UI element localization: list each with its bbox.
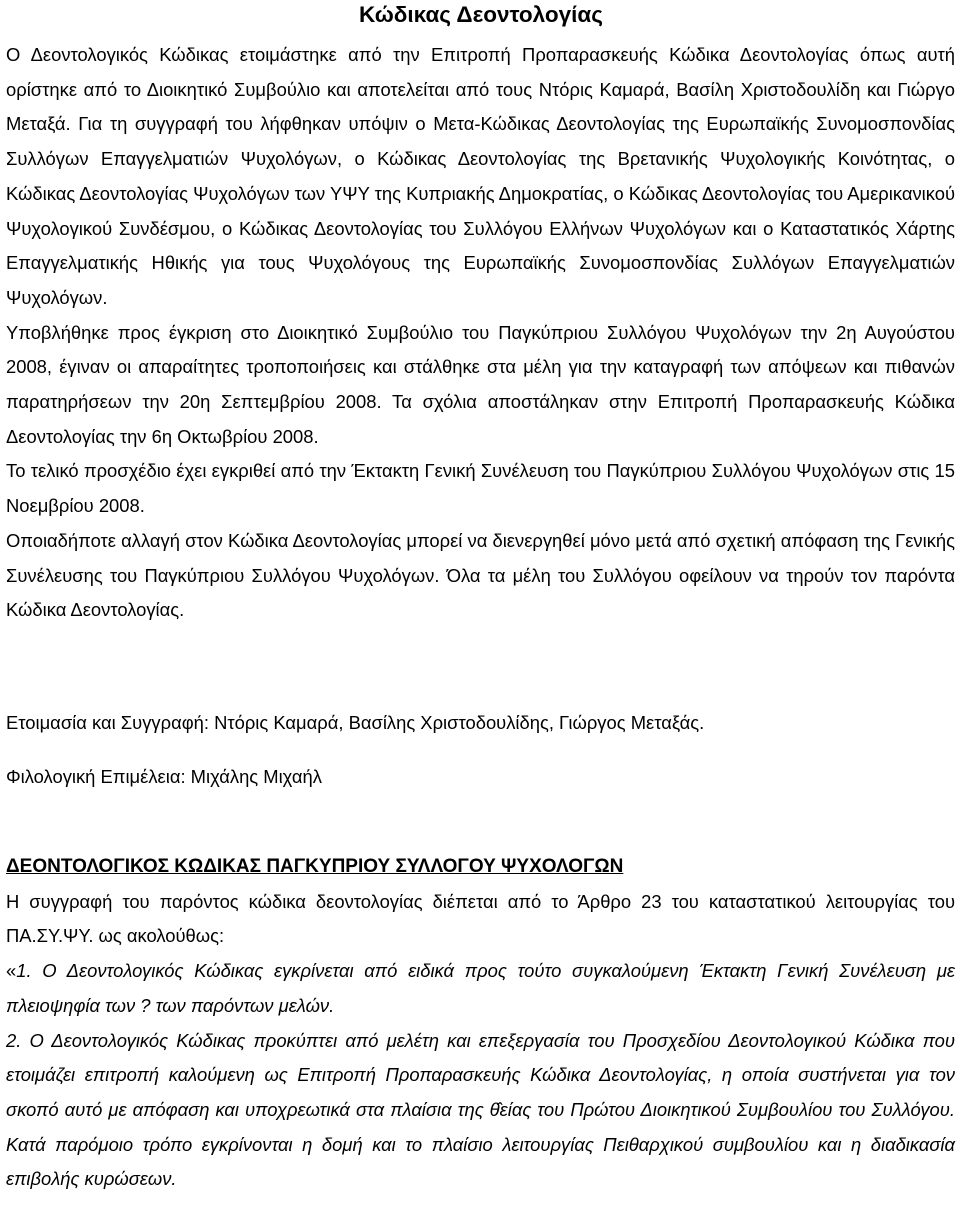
- approval-paragraph: Υποβλήθηκε προς έγκριση στο Διοικητικό Συμβούλιο του Παγκύπριου Συλλόγου Ψυχολόγων την 2η Αυγούστου 2008, έγιναν οι απαραίτητες τροποποιήσεις και στάλθηκε στα μέλη για την καταγραφή των απόψεων και πιθανών παρατηρήσεων την 20η Σεπτεμβρίου 2008. Τα σχόλια αποστάληκαν στην Επιτροπή Προπαρασκευής Κώδικα Δεοντολογίας την 6η Οκτωβρίου 2008.: [6, 321, 955, 447]
- editor-block: [6, 760, 955, 795]
- intro-section: [6, 38, 955, 628]
- changes-paragraph: Οποιαδήποτε αλλαγή στον Κώδικα Δεοντολογίας μπορεί να διενεργηθεί μόνο μετά από σχετική απόφαση της Γενικής Συνέλευσης του Παγκύπριου Συλλόγου Ψυχολόγων. Όλα τα μέλη του Συλλόγου οφείλουν να τηρούν τον παρόντα Κώδικα Δεοντολογίας.: [6, 529, 955, 621]
- article-1: [6, 954, 955, 1023]
- authors-line: Ετοιμασία και Συγγραφή: Ντόρις Καμαρά, Βασίλης Χριστοδουλίδης, Γιώργος Μεταξάς.: [6, 712, 705, 733]
- code-section: [6, 850, 955, 1197]
- quote-open-mark: «: [6, 960, 17, 982]
- intro-paragraph: Ο Δεοντολογικός Κώδικας ετοιμάστηκε από την Επιτροπή Προπαρασκευής Κώδικα Δεοντολογίας όπως αυτή ορίστηκε από το Διοικητικό Συμβούλιο και αποτελείται από τους Ντόρις Καμαρά, Βασίλη Χριστοδουλίδη και Γιώργο Μεταξά. Για τη συγγραφή του λήφθηκαν υπόψιν ο Μετα-Κώδικας Δεοντολογίας της Ευρωπαϊκής Συνομοσπονδίας Συλλόγων Επαγγελματιών Ψυχολόγων, ο Κώδικας Δεοντολογίας της Βρετανικής Ψυχολογικής Κοινότητας, ο Κώδικας Δεοντολογίας Ψυχολόγων των ΥΨΥ της Κυπριακής Δημοκρατίας, ο Κώδικας Δεοντολογίας του Αμερικανικού Ψυχολογικού Συνδέσμου, ο Κώδικας Δεοντολογίας του Συλλόγου Ελλήνων Ψυχολόγων και ο Καταστατικός Χάρτης Επαγγελματικής Ηθικής για τους Ψυχολόγους της Ευρωπαϊκής Συνομοσπονδίας Συλλόγων Επαγγελματιών Ψυχολόγων.: [6, 44, 955, 308]
- article-2: 2. Ο Δεοντολογικός Κώδικας προκύπτει από μελέτη και επεξεργασία του Προσχεδίου Δεοντολογικού Κώδικα που ετοιμάζει επιτροπή καλούμενη ως Επιτροπή Προπαρασκευής Κώδικα Δεοντολογίας, η οποία συστήνεται για τον σκοπό αυτό με απόφαση και υποχρεωτικά στα πλαίσια της θ̂είας του Πρώτου Διοικητικού Συμβουλίου του Συλλόγου. Κατά παρόμοιο τρόπο εγκρίνονται η δομή και το πλαίσιο λειτουργίας Πειθαρχικού συμβουλίου και η διαδικασία επιβολής κυρώσεων.: [6, 1029, 955, 1190]
- authors-block: [6, 706, 955, 741]
- final-draft-paragraph: Το τελικό προσχέδιο έχει εγκριθεί από την Έκτακτη Γενική Συνέλευση του Παγκύπριου Συλλόγου Ψυχολόγων στις 15 Νοεμβρίου 2008.: [6, 460, 955, 517]
- section-heading: ΔΕΟΝΤΟΛΟΓΙΚΟΣ ΚΩΔΙΚΑΣ ΠΑΓΚΥΠΡΙΟΥ ΣΥΛΛΟΓΟΥ ΨΥΧΟΛΟΓΩΝ: [6, 856, 624, 877]
- section-intro: Η συγγραφή του παρόντος κώδικα δεοντολογίας διέπεται από το Άρθρο 23 του καταστατικού λειτουργίας του ΠΑ.ΣΥ.ΨΥ. ως ακολούθως:: [6, 890, 955, 947]
- document-title: Κώδικας Δεοντολογίας: [359, 2, 603, 27]
- editor-line: Φιλολογική Επιμέλεια: Μιχάλης Μιχαήλ: [6, 766, 322, 787]
- article-1-text: 1. Ο Δεοντολογικός Κώδικας εγκρίνεται από ειδικά προς τούτο συγκαλούμενη Έκτακτη Γενική Συνέλευση με πλειοψηφία των ? των παρόντων μελών.: [6, 960, 955, 1016]
